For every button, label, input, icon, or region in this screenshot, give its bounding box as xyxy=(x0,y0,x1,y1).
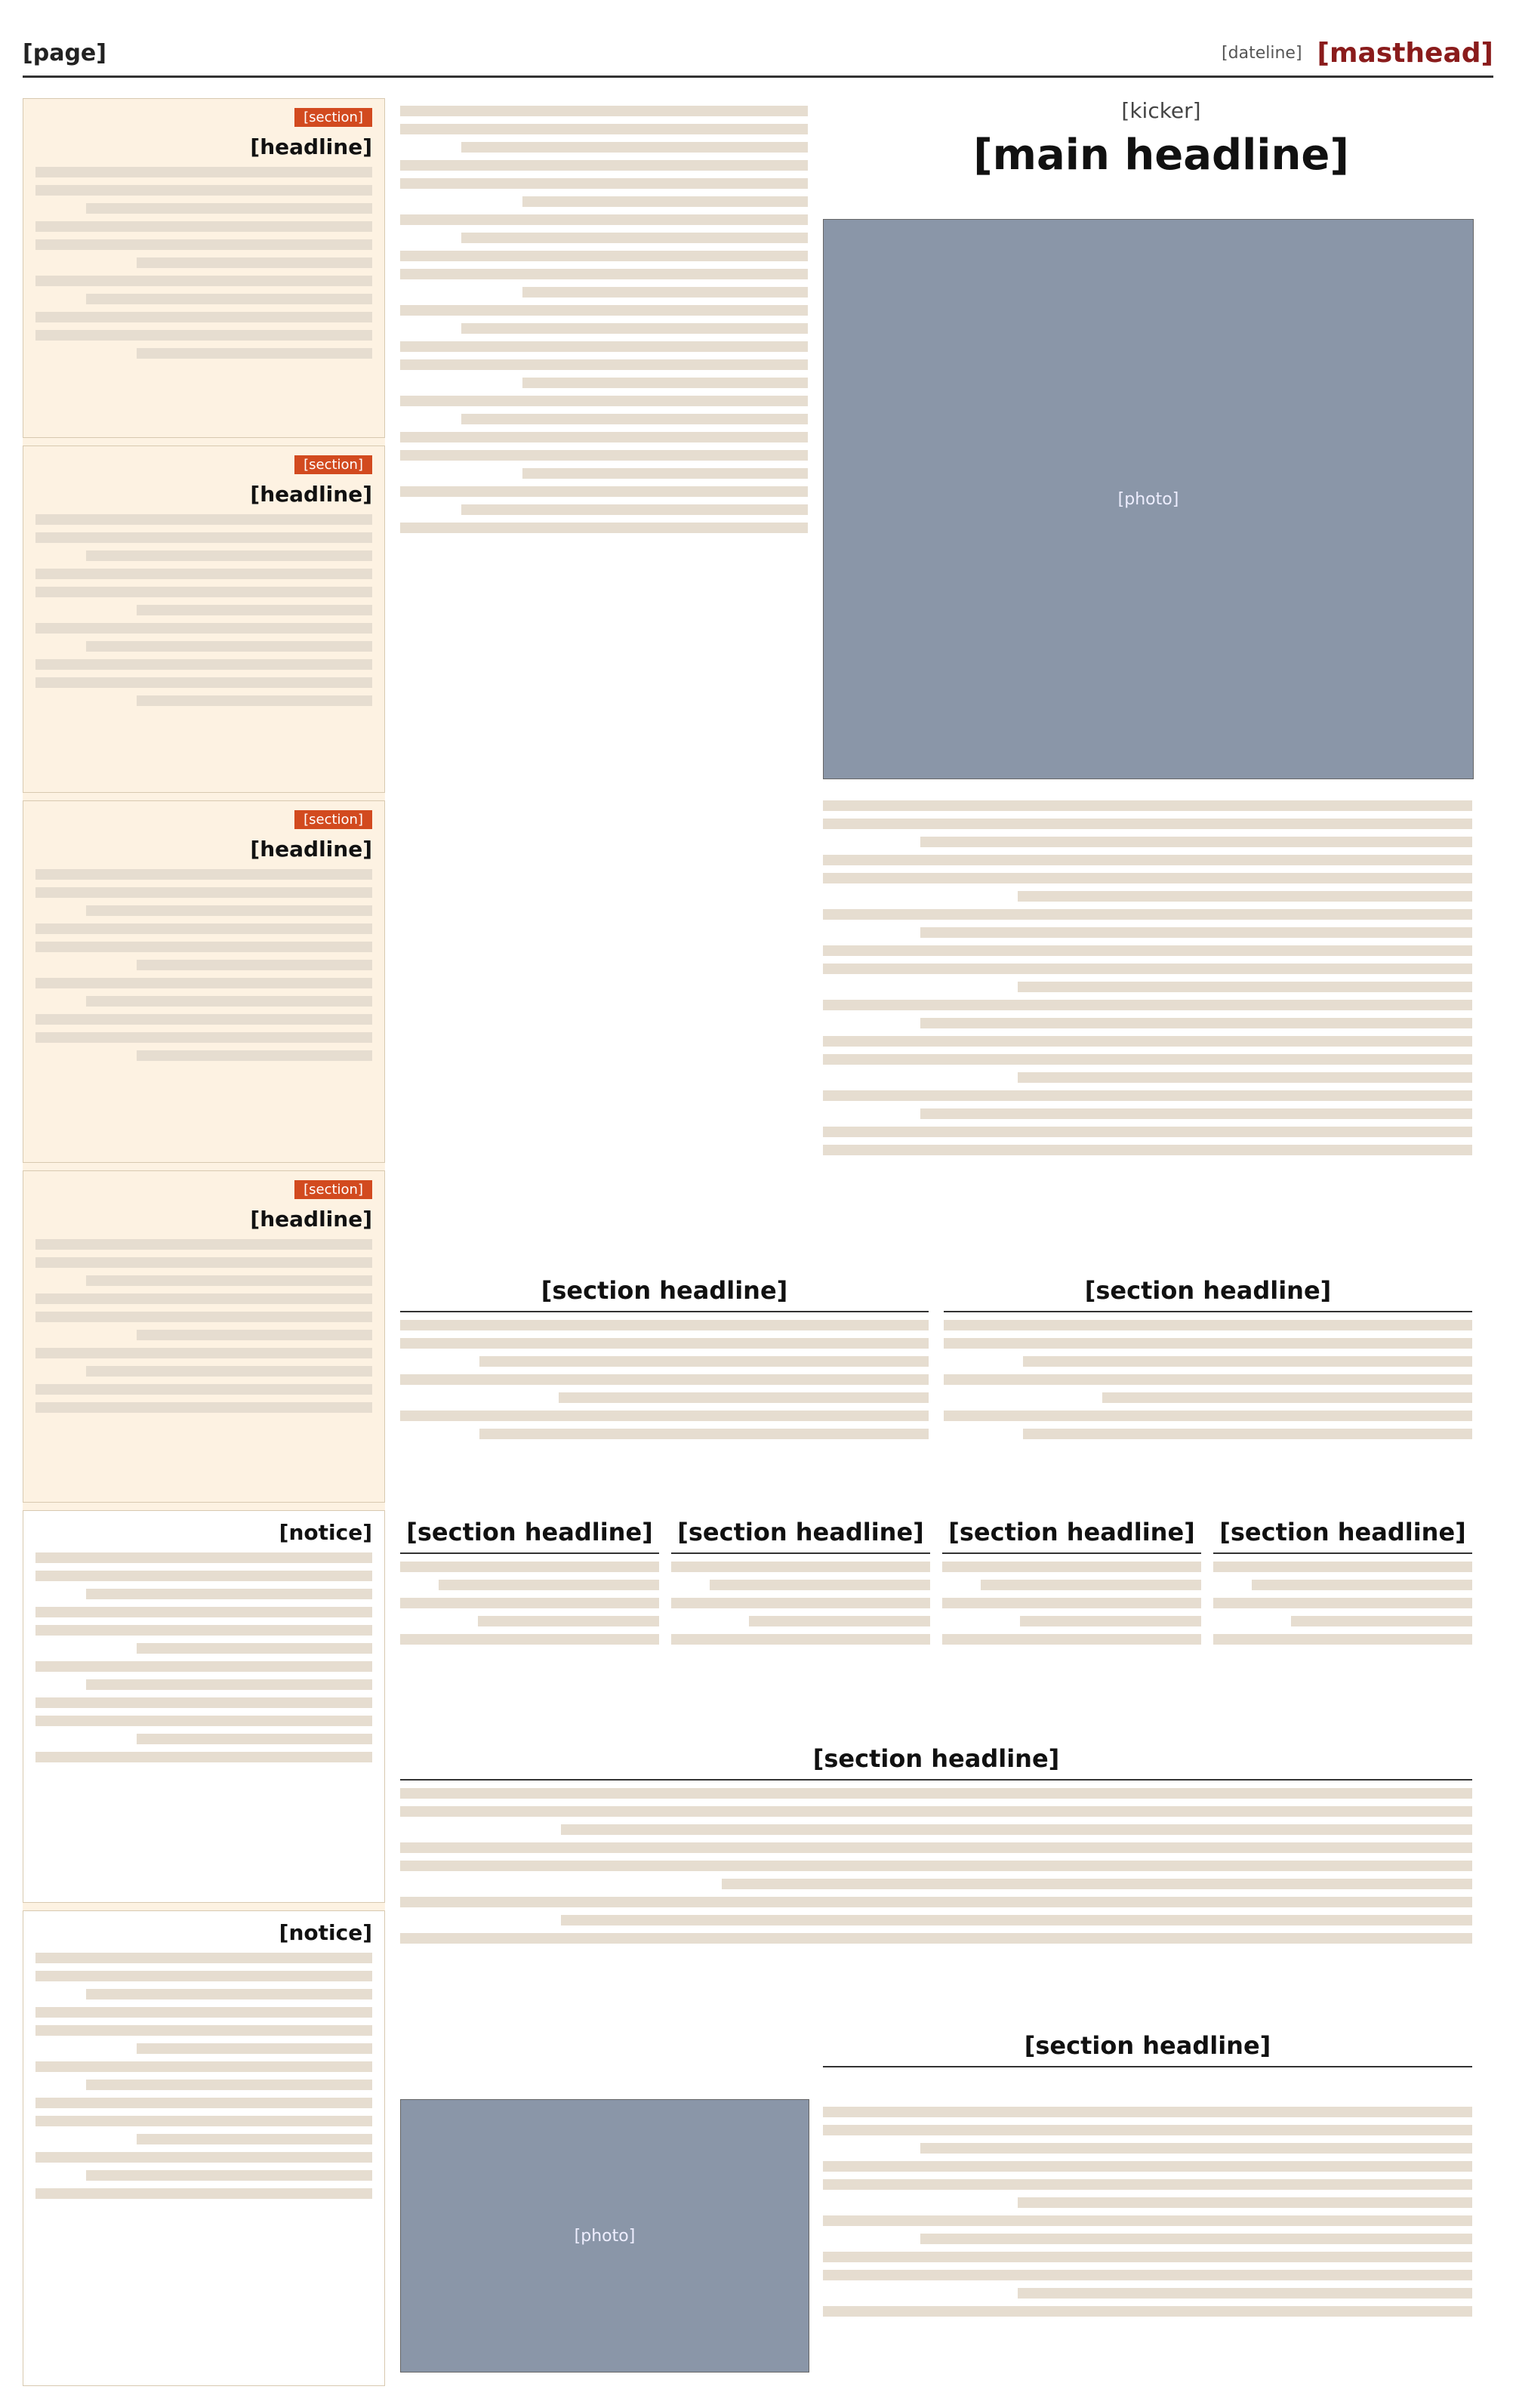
story-headline: [headline] xyxy=(250,482,372,507)
story-headline: [headline] xyxy=(250,837,372,862)
main-area xyxy=(400,98,1493,2386)
story-row-4-body xyxy=(823,2099,1472,2379)
bottom-photo xyxy=(400,2099,809,2373)
notice-body xyxy=(35,1953,372,2199)
lead-headline: [main headline] xyxy=(973,131,1349,180)
legal-notice xyxy=(23,1510,385,1903)
sidebar-story xyxy=(23,800,385,1163)
lead-photo xyxy=(823,219,1474,779)
masthead: [masthead] xyxy=(1317,37,1493,69)
sidebar-story xyxy=(23,98,385,438)
sidebar-story xyxy=(23,1170,385,1503)
lead-story-continuation xyxy=(400,98,808,899)
bottom-photo-caption: [photo] xyxy=(574,2226,636,2246)
story-body xyxy=(35,869,372,1061)
notice-body xyxy=(35,1552,372,1762)
sidebar-story xyxy=(23,446,385,793)
legal-notice xyxy=(23,1910,385,2386)
story-headline: [headline] xyxy=(250,134,372,159)
story-headline: [section headline] xyxy=(400,1276,929,1312)
story-block xyxy=(400,1276,929,1503)
story-body xyxy=(35,167,372,359)
story-headline: [section headline] xyxy=(944,1276,1472,1312)
story-row-4-header xyxy=(823,2031,1472,2084)
story-block xyxy=(944,1276,1472,1503)
story-headline: [section headline] xyxy=(1213,1518,1472,1554)
section-tag: [section] xyxy=(294,455,372,474)
story-headline: [section headline] xyxy=(671,1518,930,1554)
page-header xyxy=(23,30,1493,78)
story-body xyxy=(35,1239,372,1413)
story-block xyxy=(942,1518,1201,1729)
story-block xyxy=(671,1518,930,1729)
section-tag: [section] xyxy=(294,810,372,829)
story-headline: [headline] xyxy=(250,1207,372,1232)
story-headline: [section headline] xyxy=(823,2031,1472,2067)
story-headline: [section headline] xyxy=(400,1518,659,1554)
story-block xyxy=(400,1518,659,1729)
notice-headline: [notice] xyxy=(279,1920,372,1945)
story-row-3 xyxy=(400,1744,1472,2016)
story-row-2 xyxy=(400,1518,1472,1729)
lead-photo-caption: [photo] xyxy=(1117,489,1179,509)
page-number: [page] xyxy=(23,39,106,66)
notice-headline: [notice] xyxy=(279,1520,372,1545)
lead-story-header xyxy=(829,98,1493,180)
story-block xyxy=(1213,1518,1472,1729)
section-tag: [section] xyxy=(294,1180,372,1199)
section-tag: [section] xyxy=(294,108,372,127)
dateline: [dateline] xyxy=(1222,43,1302,63)
lead-kicker: [kicker] xyxy=(1121,98,1201,123)
story-headline: [section headline] xyxy=(942,1518,1201,1554)
story-row-1 xyxy=(400,1276,1472,1503)
story-headline: [section headline] xyxy=(400,1744,1472,1781)
left-column xyxy=(23,98,385,2386)
story-body xyxy=(35,514,372,706)
lead-story-body xyxy=(823,793,1472,1261)
